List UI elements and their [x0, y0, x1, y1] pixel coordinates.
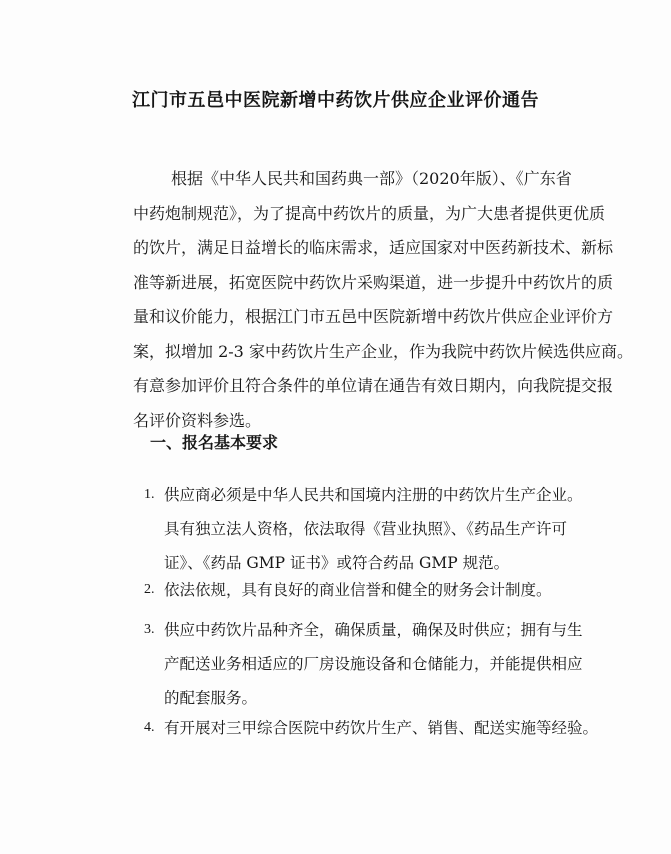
requirement-line: 依法依规，具有良好的商业信誉和健全的财务会计制度。: [164, 581, 552, 599]
requirement-line: 供应中药饮片品种齐全，确保质量，确保及时供应；拥有与生: [164, 621, 583, 639]
requirement-line: 供应商必须是中华人民共和国境内注册的中药饮片生产企业。: [164, 486, 583, 504]
document-title: 江门市五邑中医院新增中药饮片供应企业评价通告: [132, 90, 539, 111]
section-heading: 一、报名基本要求: [150, 433, 279, 452]
intro-line: 有意参加评价且符合条件的单位请在通告有效日期内，向我院提交报: [133, 376, 614, 395]
intro-line: 案，拟增加 2-3 家中药饮片生产企业，作为我院中药饮片候选供应商。: [133, 341, 633, 361]
intro-line: 量和议价能力，根据江门市五邑中医院新增中药饮片供应企业评价方: [133, 307, 614, 326]
requirement-text: [164, 711, 599, 745]
requirement-number: 1.: [144, 487, 155, 502]
requirement-line: 产配送业务相适应的厂房设施设备和仓储能力，并能提供相应: [164, 655, 583, 673]
intro-paragraph: [133, 162, 633, 438]
requirement-line: 具有独立法人资格，依法取得《营业执照》、《药品生产许可: [164, 520, 568, 538]
intro-line: 的饮片，满足日益增长的临床需求，适应国家对中医药新技术、新标: [133, 238, 614, 257]
requirement-number: 4.: [144, 720, 155, 735]
intro-line: 根据《中华人民共和国药典一部》（2020年版）、《广东省: [171, 169, 572, 188]
requirement-line: 证》、《药品 GMP 证书》或符合药品 GMP 规范。: [164, 554, 510, 572]
requirement-number: 2.: [144, 582, 155, 597]
requirement-text: [164, 573, 564, 607]
intro-line: 名评价资料参选。: [133, 410, 262, 430]
requirement-number: 3.: [144, 622, 155, 637]
requirement-line: 有开展对三甲综合医院中药饮片生产、销售、配送实施等经验。: [164, 719, 599, 737]
intro-line: 准等新进展，拓宽医院中药饮片采购渠道，进一步提升中药饮片的质: [133, 272, 614, 292]
requirement-text: [164, 478, 583, 580]
requirement-line: 的配套服务。: [164, 689, 258, 707]
requirement-text: [164, 613, 583, 715]
intro-line: 中药炮制规范》，为了提高中药饮片的质量，为广大患者提供更优质: [133, 203, 606, 223]
